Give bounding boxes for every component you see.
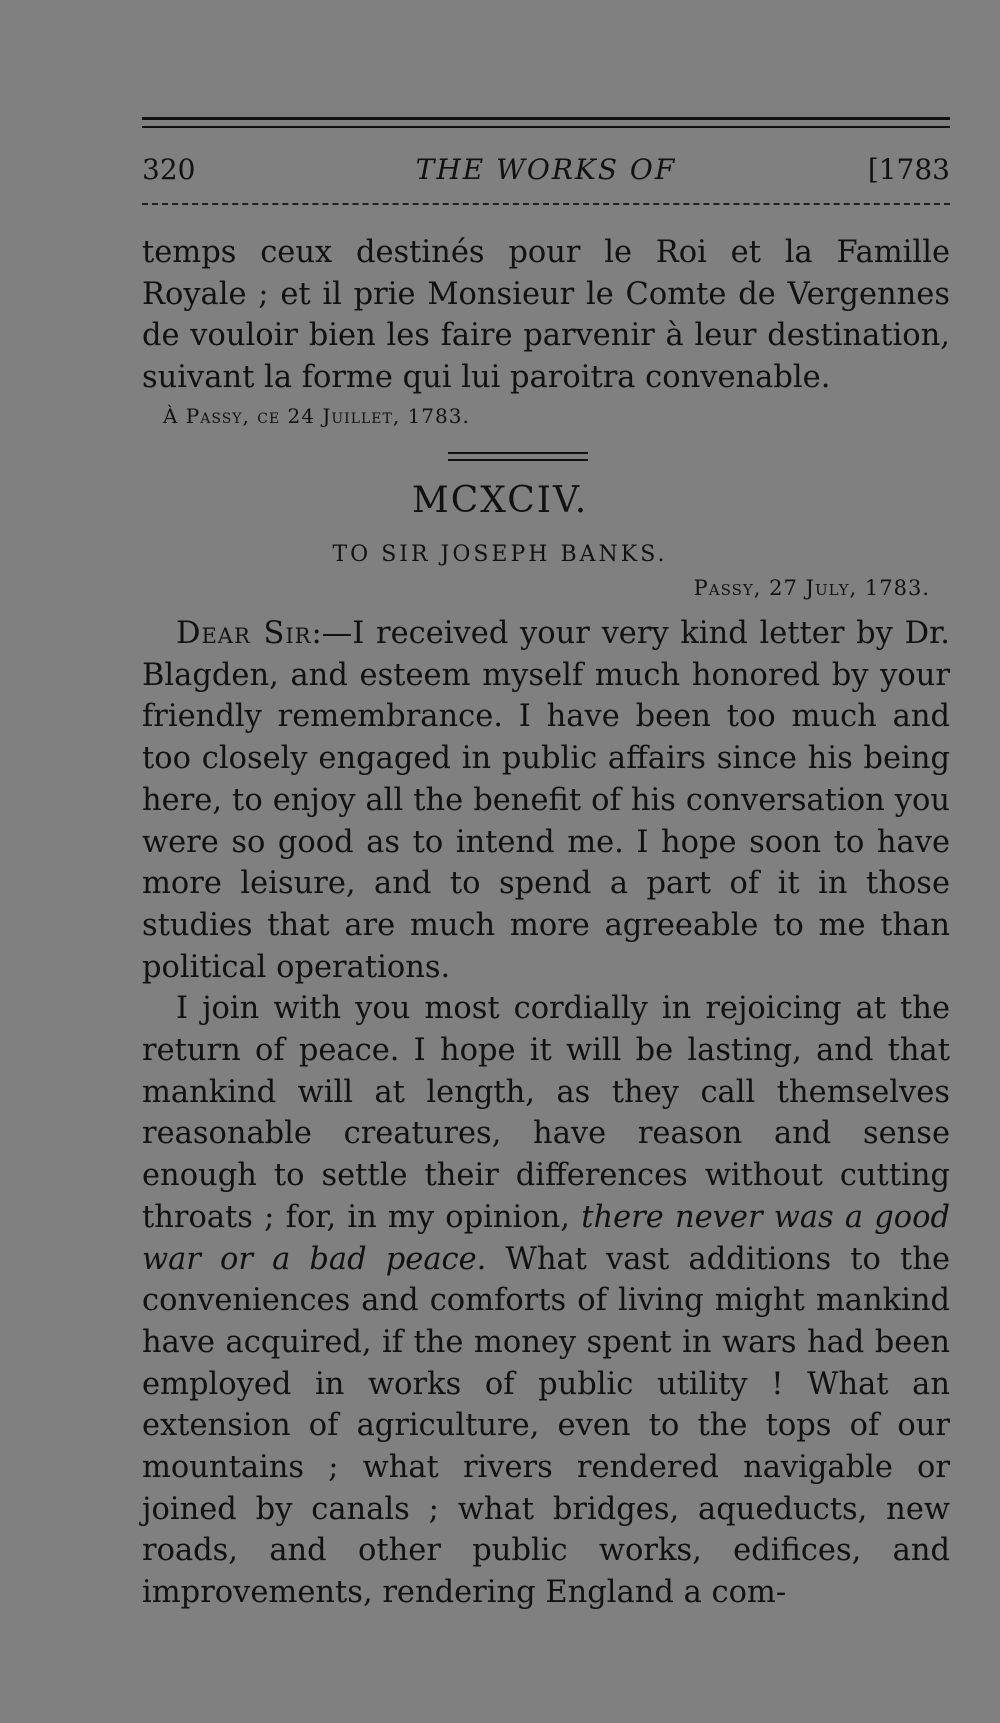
french-note-paragraph xyxy=(142,232,950,399)
running-head xyxy=(142,150,950,190)
letter-paragraph-1 xyxy=(142,613,950,988)
section-divider-lower xyxy=(448,459,588,461)
letter-dateline: Passy, 27 July, 1783. xyxy=(693,576,930,600)
running-year: [1783 xyxy=(867,153,950,186)
header-rule xyxy=(142,203,950,206)
french-note-signature: À Passy, ce 24 Juillet, 1783. xyxy=(163,404,470,428)
top-rule-thin xyxy=(142,126,950,128)
letter-body xyxy=(142,613,950,1614)
salutation: Dear Sir xyxy=(176,616,312,651)
letter-paragraph-2 xyxy=(142,988,950,1614)
page-number: 320 xyxy=(142,153,196,186)
paragraph-2-italic: there never was a good war or a bad peace. xyxy=(142,1199,950,1277)
paragraph-2-end: What vast additions to the conveniences and comforts of living might mankind have acquired, if the money spent in wars had been employed in works of public utility ! What an extension of agriculture, even to the tops of our mountains ; what rivers rendered navigable or joined by canals ; what bridges, aqueducts, new roads, and other public works, edifices, and improvements, rendering England a com- xyxy=(142,1241,950,1611)
top-rule xyxy=(142,117,950,120)
section-divider xyxy=(448,452,588,454)
paragraph-1-text: :—I received your very kind letter by Dr. Blagden, and esteem myself much honored by your friendly remembrance. I have been too much and too closely engaged in public affairs since his being here, to enjoy all the benefit of his conversation you were so good as to intend me. I hope soon to have more leisure, and to spend a part of it in those studies that are much more agreeable to me than political operations. xyxy=(142,616,950,985)
letter-addressee: TO SIR JOSEPH BANKS. xyxy=(332,542,668,567)
letter-number: MCXCIV. xyxy=(411,480,589,521)
paragraph-2-start: I join with you most cordially in rejoicing at the return of peace. I hope it will be lasting, and that mankind will at length, as they call themselves reasonable creatures, have reason and sense enough to settle their differences without cutting throats ; for, in my opinion, xyxy=(142,991,950,1235)
french-note-text: temps ceux destinés pour le Roi et la Famille Royale ; et il prie Monsieur le Comte de Vergennes de vouloir bien les faire parvenir à leur destination, suivant la forme qui lui paroitra convenable. xyxy=(142,235,950,396)
running-title: THE WORKS OF xyxy=(415,153,677,186)
